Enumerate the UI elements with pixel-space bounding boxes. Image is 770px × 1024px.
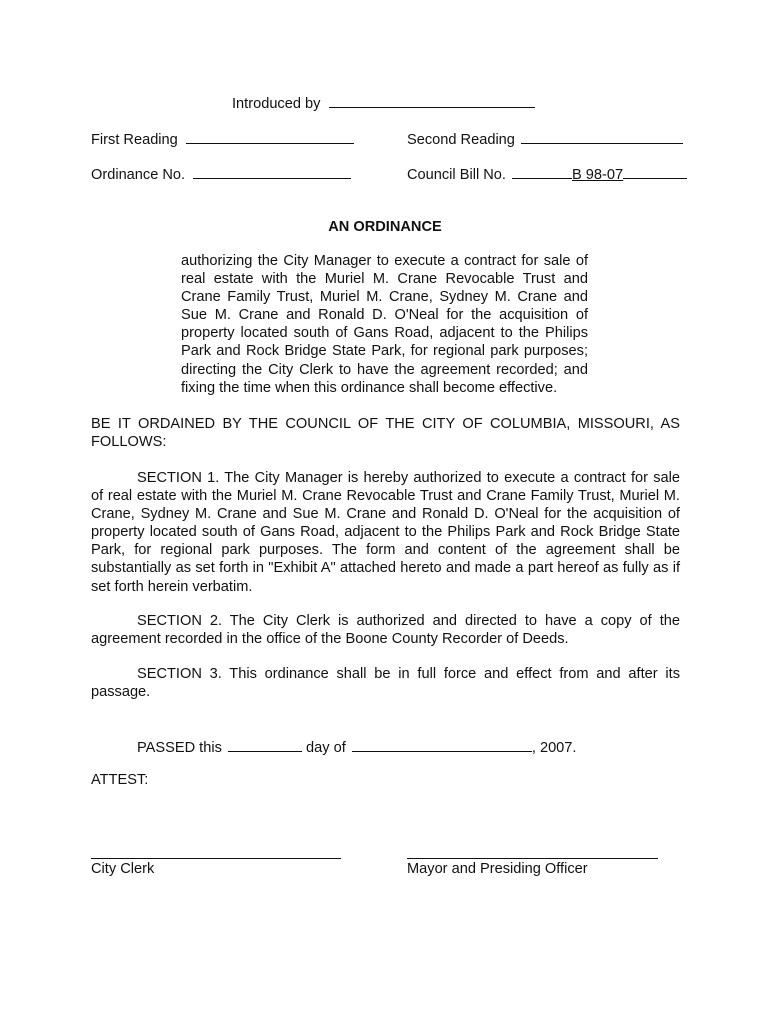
section-1: SECTION 1. The City Manager is hereby authorized to execute a contract for sale of real estate with the Muriel M. Crane Revocable Trust and Crane Family Trust, Muriel M. Crane, Sydney M. Crane and Sue M. Crane and Ronald D. O'Neal for the acquisition of property located south of Gans Road, adjacent to the Philips Park and Rock Bridge State Park, for regional park purposes. The form and content of the agreement shall be substantially as set forth in "Exhibit A" attached hereto and made a part hereof as fully as if set forth herein verbatim. [91,470,680,595]
passed-day-blank [228,738,302,752]
passed-month-blank [352,738,532,752]
city-clerk-label: City Clerk [91,861,155,877]
introduced-by-line [232,94,535,112]
introduced-by-blank [329,94,535,108]
mayor-signature-line [407,858,658,859]
section-3: SECTION 3. This ordinance shall be in full force and effect from and after its passage. [91,666,680,701]
first-reading-label: First Reading [91,132,178,148]
ordinance-title: AN ORDINANCE [328,219,442,235]
council-bill-label: Council Bill No. [407,167,506,183]
passed-suffix: , 2007. [531,740,577,756]
first-reading-line [91,130,354,148]
mayor-label: Mayor and Presiding Officer [407,861,588,877]
passed-line [137,738,576,756]
city-clerk-signature-line [91,858,341,859]
introduced-by-label: Introduced by [232,96,321,112]
council-bill-blank-left [512,165,572,179]
ordinance-no-label: Ordinance No. [91,167,186,183]
first-reading-blank [186,130,354,144]
second-reading-label: Second Reading [407,132,515,148]
passed-middle: day of [306,740,346,756]
council-bill-line [407,165,687,183]
ordinance-no-blank [193,165,351,179]
ordinance-summary: authorizing the City Manager to execute a contract for sale of real estate with the Muriel M. Crane Revocable Trust and Crane Family Trust, Muriel M. Crane, Sydney M. Crane and Sue M. Crane and Ronald D. O'Neal for the acquisition of property located south of Gans Road, adjacent to the Philips Park and Rock Bridge State Park, for regional park purposes; directing the City Clerk to have the agreement recorded; and fixing the time when this ordinance shall become effective. [181,253,588,396]
section-2: SECTION 2. The City Clerk is authorized and directed to have a copy of the agreement recorded in the office of the Boone County Recorder of Deeds. [91,613,680,648]
second-reading-line [407,130,683,148]
second-reading-blank [521,130,683,144]
ordinance-no-line [91,165,351,183]
passed-prefix: PASSED this [137,740,222,756]
enacting-clause: BE IT ORDAINED BY THE COUNCIL OF THE CITY OF COLUMBIA, MISSOURI, AS FOLLOWS: [91,416,680,451]
attest-label: ATTEST: [91,772,149,788]
council-bill-blank-right [623,165,687,179]
council-bill-number: B 98-07 [572,167,624,183]
